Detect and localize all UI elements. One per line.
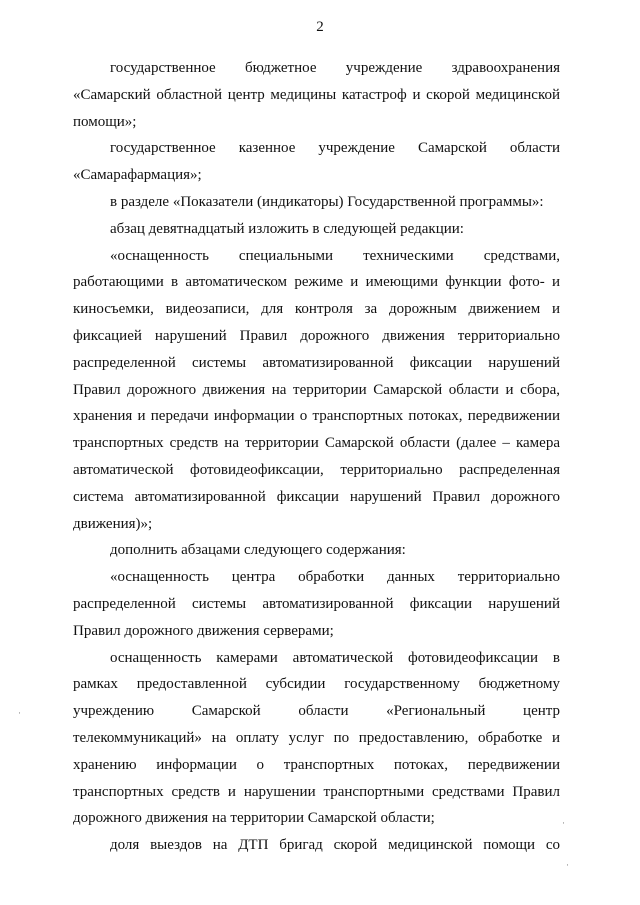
text-line: система автоматизированной фиксации нарушений Правил дорожного — [73, 488, 560, 505]
text-line: помощи»; — [73, 113, 137, 130]
text-line: фиксацией нарушений Правил дорожного движения территориально — [73, 327, 560, 344]
text-line: автоматической фотовидеофиксации, территориально распределенная — [73, 461, 560, 478]
text-line: распределенной системы автоматизированной фиксации нарушений — [73, 354, 560, 371]
text-line: абзац девятнадцатый изложить в следующей редакции: — [110, 220, 464, 237]
text-line: распределенной системы автоматизированной фиксации нарушений — [73, 595, 560, 612]
text-line: «Самарафармация»; — [73, 167, 202, 184]
text-line: доля выездов на ДТП бригад скорой медицинской помощи со — [110, 837, 560, 854]
text-line: оснащенность камерами автоматической фотовидеофиксации в — [110, 649, 560, 666]
text-line: государственное казенное учреждение Самарской области — [110, 140, 560, 157]
text-line: дорожного движения на территории Самарской области; — [73, 810, 435, 827]
text-line: государственное бюджетное учреждение здравоохранения — [110, 60, 560, 76]
text-line: «оснащенность специальными техническими средствами, — [110, 247, 560, 264]
text-line: учреждению Самарской области «Региональный центр — [73, 703, 560, 720]
text-line: рамках предоставленной субсидии государственному бюджетному — [73, 676, 560, 693]
text-line: дополнить абзацами следующего содержания: — [110, 542, 406, 559]
text-line: транспортных средств на территории Самарской области (далее – камера — [73, 435, 560, 452]
paragraph-edit-instruction — [73, 216, 560, 243]
paragraph-data-center-servers — [73, 564, 560, 644]
text-line: «оснащенность центра обработки данных территориально — [110, 569, 560, 586]
text-line: хранения и передачи информации о транспортных потоках, передвижении — [73, 408, 560, 425]
text-line: «Самарский областной центр медицины катастроф и скорой медицинской — [73, 86, 560, 103]
text-line: Правил дорожного движения серверами; — [73, 622, 334, 639]
text-line: киносъемки, видеозаписи, для контроля за дорожным движением и — [73, 301, 560, 318]
text-line: телекоммуникаций» на оплату услуг по предоставлению, обработке и — [73, 729, 560, 746]
paragraph-equipment-definition — [73, 243, 560, 538]
page-number: 2 — [316, 19, 324, 35]
paragraph-add-instruction — [73, 537, 560, 564]
scan-speck: · — [18, 708, 21, 718]
paragraph-ambulance-share — [73, 832, 560, 859]
text-line: в разделе «Показатели (индикаторы) Государственной программы»: — [110, 193, 544, 210]
scan-speck: · — [562, 818, 565, 828]
document-body — [73, 55, 560, 859]
text-line: хранению информации о транспортных потоках, передвижении — [73, 756, 560, 773]
paragraph-institution-2 — [73, 135, 560, 189]
scan-speck: · — [566, 860, 569, 870]
text-line: работающими в автоматическом режиме и имеющими функции фото- и — [73, 274, 560, 291]
text-line: движения)»; — [73, 515, 153, 532]
text-line: Правил дорожного движения на территории Самарской области и сбора, — [73, 381, 560, 398]
paragraph-institution-1 — [73, 55, 560, 135]
paragraph-section-indicators — [73, 189, 560, 216]
text-line: транспортных средств и нарушении транспортными средствами Правил — [73, 783, 560, 800]
paragraph-cameras-subsidy — [73, 645, 560, 833]
